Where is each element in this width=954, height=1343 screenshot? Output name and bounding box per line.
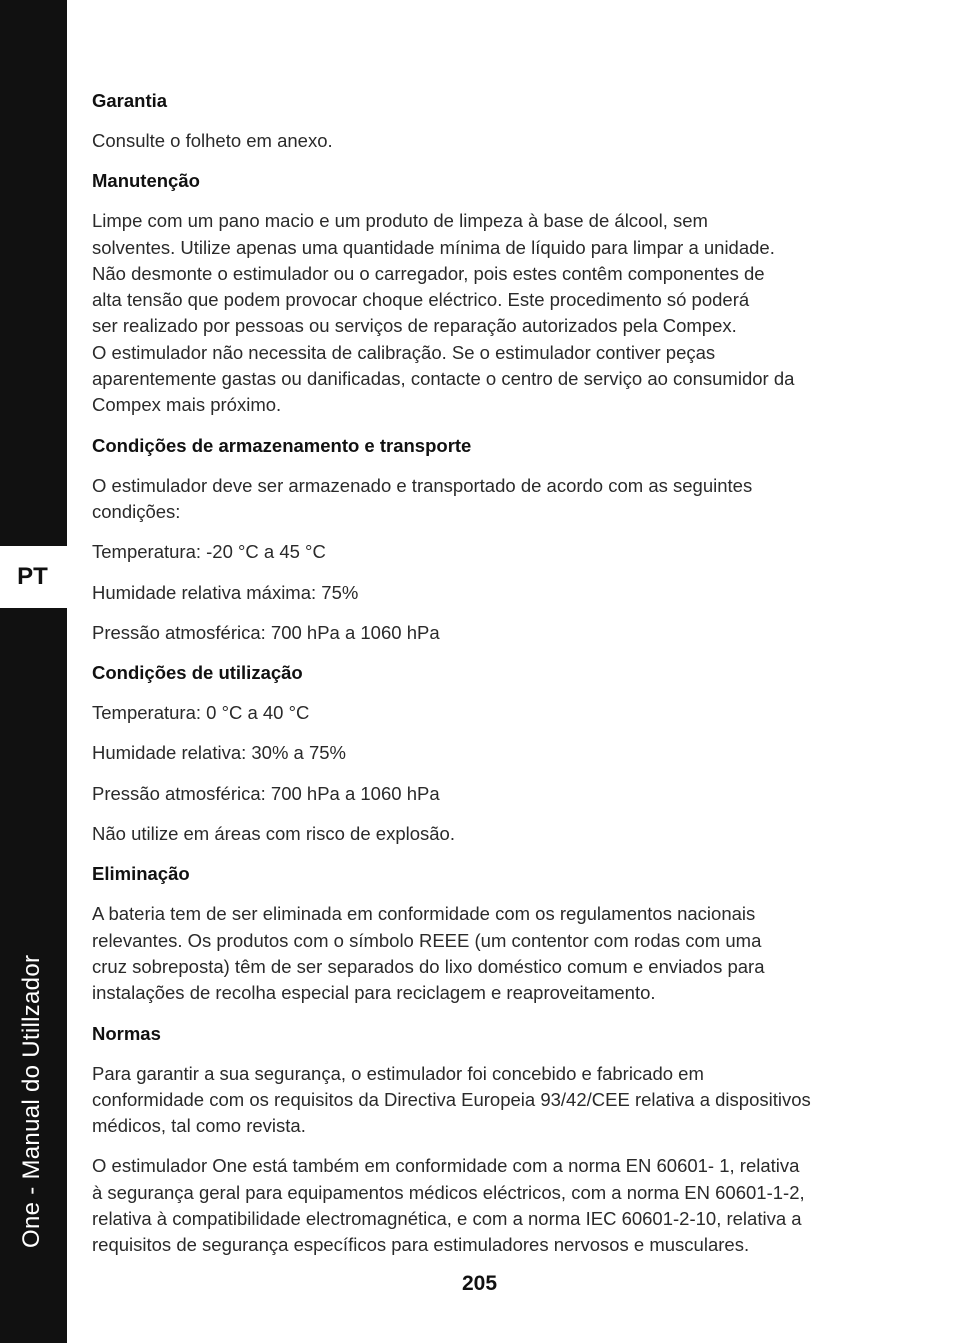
page-content	[92, 88, 867, 1273]
heading-eliminacao: Eliminação	[92, 863, 190, 885]
line: Limpe com um pano macio e um produto de limpeza à base de álcool, sem	[92, 210, 708, 232]
line: cruz sobreposta) têm de ser separados do lixo doméstico comum e enviados para	[92, 955, 765, 977]
language-code: PT	[17, 563, 48, 590]
line: Para garantir a sua segurança, o estimulador foi concebido e fabricado em	[92, 1062, 704, 1084]
language-tab	[0, 546, 67, 608]
storage-humidity: Humidade relativa máxima: 75%	[92, 581, 359, 603]
heading-normas: Normas	[92, 1022, 161, 1044]
line: O estimulador One está também em conformidade com a norma EN 60601- 1, relativa	[92, 1155, 800, 1177]
text-armazenamento-intro	[92, 473, 867, 526]
usage-warning: Não utilize em áreas com risco de explosão.	[92, 823, 455, 845]
storage-temperature: Temperatura: -20 °C a 45 °C	[92, 541, 326, 563]
page-number: 205	[461, 1272, 498, 1295]
line: conformidade com os requisitos da Directiva Europeia 93/42/CEE relativa a dispositivos	[92, 1088, 811, 1110]
line: aparentemente gastas ou danificadas, contacte o centro de serviço ao consumidor da	[92, 368, 795, 390]
line: Compex mais próximo.	[92, 394, 282, 416]
text-normas-2	[92, 1153, 867, 1258]
line: à segurança geral para equipamentos médicos eléctricos, com a norma EN 60601-1-2,	[92, 1181, 805, 1203]
text-manutencao	[92, 208, 867, 418]
line: ser realizado por pessoas ou serviços de reparação autorizados pela Compex.	[92, 315, 737, 337]
line: O estimulador deve ser armazenado e transportado de acordo com as seguintes	[92, 474, 753, 496]
usage-temperature: Temperatura: 0 °C a 40 °C	[92, 702, 310, 724]
heading-armazenamento: Condições de armazenamento e transporte	[92, 434, 472, 456]
line: solventes. Utilize apenas uma quantidade mínima de líquido para limpar a unidade.	[92, 236, 775, 258]
line: alta tensão que podem provocar choque eléctrico. Este procedimento só poderá	[92, 289, 750, 311]
usage-pressure: Pressão atmosférica: 700 hPa a 1060 hPa	[92, 782, 440, 804]
line: médicos, tal como revista.	[92, 1115, 306, 1137]
text-normas-1	[92, 1061, 867, 1140]
line: Não desmonte o estimulador ou o carregador, pois estes contêm componentes de	[92, 262, 765, 284]
line: condições:	[92, 500, 181, 522]
heading-manutencao: Manutenção	[92, 170, 200, 192]
heading-garantia: Garantia	[92, 90, 168, 111]
storage-pressure: Pressão atmosférica: 700 hPa a 1060 hPa	[92, 621, 440, 643]
manual-vertical-title: One - Manual do Utillzador	[18, 954, 45, 1248]
line: relativa à compatibilidade electromagnética, e com a norma IEC 60601-2-10, relativa a	[92, 1208, 802, 1230]
heading-utilizacao: Condições de utilização	[92, 662, 303, 684]
usage-humidity: Humidade relativa: 30% a 75%	[92, 742, 347, 764]
line: relevantes. Os produtos com o símbolo REEE (um contentor com rodas com uma	[92, 929, 762, 951]
line: O estimulador não necessita de calibração. Se o estimulador contiver peças	[92, 341, 716, 363]
text-eliminacao	[92, 901, 867, 1006]
line: instalações de recolha especial para reciclagem e reaproveitamento.	[92, 982, 656, 1004]
text-garantia: Consulte o folheto em anexo.	[92, 130, 333, 151]
line: requisitos de segurança específicos para estimuladores nervosos e musculares.	[92, 1234, 750, 1256]
line: A bateria tem de ser eliminada em conformidade com os regulamentos nacionais	[92, 903, 756, 925]
